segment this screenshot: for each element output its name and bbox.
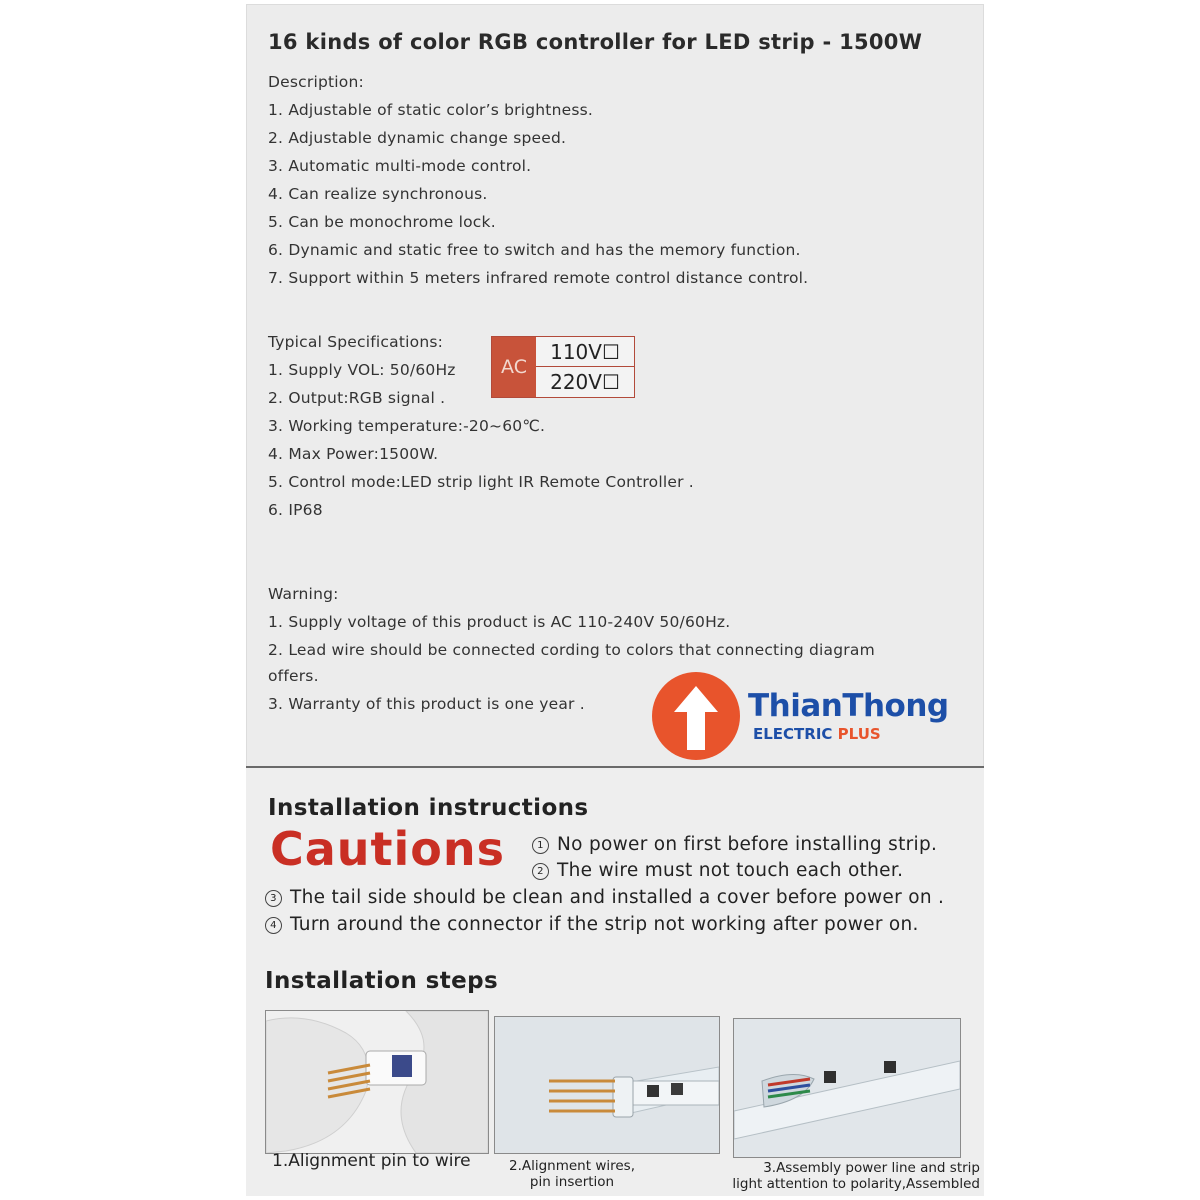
description-item: 3. Automatic multi-mode control. — [268, 157, 532, 175]
specs-heading: Typical Specifications: — [268, 333, 444, 351]
step-1-caption: 1.Alignment pin to wire — [272, 1151, 471, 1171]
cautions-title: Cautions — [270, 822, 506, 876]
logo-arrow-icon — [652, 672, 740, 760]
description-item: 1. Adjustable of static color’s brightness. — [268, 101, 594, 119]
caution-item — [532, 860, 903, 881]
caution-number: 1 — [532, 837, 549, 854]
spec-item: 2. Output:RGB signal . — [268, 389, 446, 407]
logo-wordmark: ThianThong — [748, 688, 949, 724]
description-item: 7. Support within 5 meters infrared remote control distance control. — [268, 269, 809, 287]
caution-item — [265, 887, 944, 908]
spec-item: 4. Max Power:1500W. — [268, 445, 439, 463]
caution-text: The wire must not touch each other. — [557, 860, 904, 881]
description-item: 5. Can be monochrome lock. — [268, 213, 496, 231]
step-1-photo — [265, 1010, 489, 1154]
step-3-caption-line: 3.Assembly power line and strip — [763, 1160, 980, 1176]
warning-heading: Warning: — [268, 585, 339, 603]
logo-tagline-plus: PLUS — [837, 725, 881, 743]
voltage-selector-box — [491, 336, 635, 398]
warning-item: offers. — [268, 667, 319, 685]
warning-item: 1. Supply voltage of this product is AC 110-240V 50/60Hz. — [268, 613, 731, 631]
warning-item: 2. Lead wire should be connected cording to colors that connecting diagram — [268, 641, 875, 659]
caution-number: 3 — [265, 890, 282, 907]
ac-label: AC — [492, 337, 536, 397]
step-2-photo — [494, 1016, 720, 1154]
section-divider — [246, 766, 984, 768]
voltage-option-220: 220V☐ — [550, 369, 620, 394]
spec-item: 5. Control mode:LED strip light IR Remote Controller . — [268, 473, 694, 491]
caution-item — [265, 914, 919, 935]
description-item: 2. Adjustable dynamic change speed. — [268, 129, 567, 147]
warning-item: 3. Warranty of this product is one year . — [268, 695, 585, 713]
description-item: 6. Dynamic and static free to switch and has the memory function. — [268, 241, 801, 259]
installation-heading: Installation instructions — [268, 795, 589, 821]
caution-item — [532, 834, 937, 855]
description-item: 4. Can realize synchronous. — [268, 185, 488, 203]
installation-steps-heading: Installation steps — [265, 968, 499, 994]
product-title: 16 kinds of color RGB controller for LED strip - 1500W — [268, 30, 923, 54]
voltage-option-110: 110V☐ — [536, 337, 634, 367]
spec-item: 3. Working temperature:-20~60℃. — [268, 417, 546, 435]
step-2-caption-line: 2.Alignment wires, — [508, 1158, 635, 1174]
caution-text: Turn around the connector if the strip not working after power on. — [290, 914, 919, 935]
spec-item: 1. Supply VOL: 50/60Hz — [268, 361, 456, 379]
description-heading: Description: — [268, 73, 364, 91]
step-2-caption — [500, 1158, 644, 1190]
spec-item: 6. IP68 — [268, 501, 323, 519]
step-3-caption — [704, 1160, 980, 1192]
logo-tagline — [753, 725, 881, 743]
step-2-caption-line: pin insertion — [529, 1174, 615, 1190]
caution-text: No power on first before installing strip. — [557, 834, 938, 855]
caution-text: The tail side should be clean and installed a cover before power on . — [290, 887, 945, 908]
caution-number: 2 — [532, 863, 549, 880]
step-3-photo — [733, 1018, 961, 1158]
logo-tagline-electric: ELECTRIC — [753, 725, 833, 743]
caution-number: 4 — [265, 917, 282, 934]
step-3-caption-line: light attention to polarity,Assembled — [732, 1176, 980, 1192]
